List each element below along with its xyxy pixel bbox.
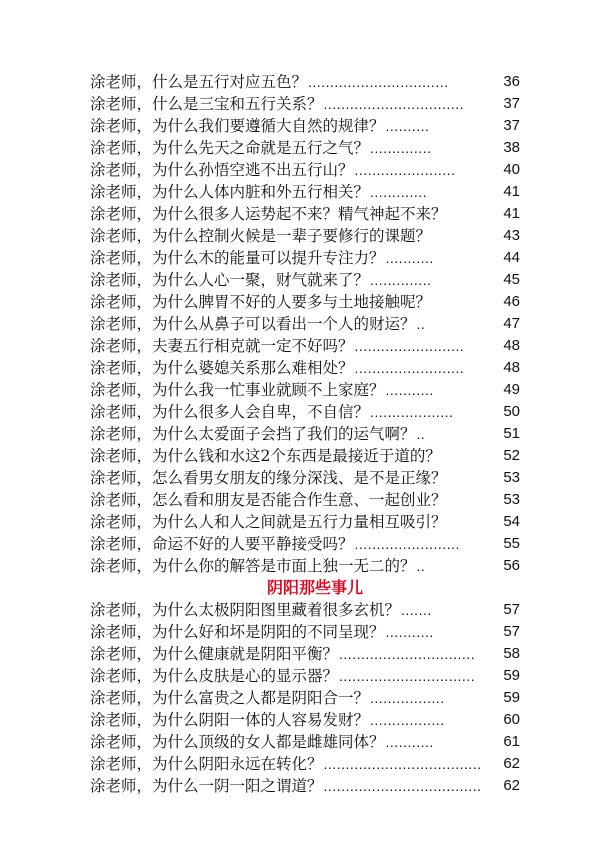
toc-leader-dots: ................................	[308, 74, 449, 90]
toc-page-number: 36	[503, 73, 520, 90]
toc-page-number: 48	[503, 337, 520, 354]
toc-entry	[90, 731, 520, 753]
toc-entry	[90, 137, 520, 159]
toc-entry-title: 涂老师，为什么太爱面子会挡了我们的运气啊？	[90, 425, 416, 443]
toc-entry-title: 涂老师，怎么看和朋友是否能合作生意、一起创业？	[90, 491, 447, 509]
toc-entry	[90, 621, 520, 643]
toc-leader-dots: ..	[416, 558, 426, 574]
toc-leader-dots: ....................................	[323, 778, 482, 794]
toc-entry-title: 涂老师，为什么很多人运势起不来？精气神起不来？	[90, 205, 447, 223]
toc-leader-dots: ................................	[323, 96, 464, 112]
toc-leader-dots: ..	[416, 426, 426, 442]
toc-leader-dots: .................	[370, 690, 445, 706]
toc-entry-title: 涂老师，命运不好的人要平静接受吗？	[90, 535, 354, 553]
toc-leader-dots: ........................	[354, 536, 460, 552]
toc-entry-title: 涂老师，夫妻五行相克就一定不好吗？	[90, 337, 354, 355]
toc-entry-title: 涂老师，为什么先天之命就是五行之气？	[90, 139, 370, 157]
toc-entry	[90, 687, 520, 709]
toc-entry	[90, 533, 520, 555]
toc-entry-title: 涂老师，为什么人和人之间就是五行力量相互吸引？	[90, 513, 447, 531]
toc-leader-dots: ...........	[385, 624, 434, 640]
toc-page-number: 53	[503, 491, 520, 508]
toc-entry	[90, 775, 520, 797]
toc-leader-dots: ...............................	[339, 668, 476, 684]
toc-page-number: 47	[503, 315, 520, 332]
toc-entry	[90, 93, 520, 115]
toc-page-number: 61	[503, 733, 520, 750]
toc-page-number: 43	[503, 227, 520, 244]
toc-entry	[90, 489, 520, 511]
toc-entry	[90, 511, 520, 533]
toc-page-number: 53	[503, 469, 520, 486]
toc-entry-title: 涂老师，为什么人心一聚，财气就来了？	[90, 271, 370, 289]
toc-entry-title: 涂老师，为什么我们要遵循大自然的规律？	[90, 117, 385, 135]
toc-entry-title: 涂老师，为什么你的解答是市面上独一无二的？	[90, 557, 416, 575]
toc-entry-title: 涂老师，为什么阴阳一体的人容易发财？	[90, 711, 370, 729]
toc-page-number: 52	[503, 447, 520, 464]
toc-page-number: 37	[503, 95, 520, 112]
toc-entry-title: 涂老师，为什么好和坏是阴阳的不同呈现？	[90, 623, 385, 641]
toc-entry-title: 涂老师，为什么富贵之人都是阴阳合一？	[90, 689, 370, 707]
toc-entry	[90, 225, 520, 247]
toc-page-number: 58	[503, 645, 520, 662]
toc-entry	[90, 203, 520, 225]
toc-page-number: 57	[503, 601, 520, 618]
toc-leader-dots: ...........	[385, 250, 434, 266]
toc-page-number: 44	[503, 249, 520, 266]
toc-entry-title: 涂老师，为什么健康就是阴阳平衡？	[90, 645, 339, 663]
toc-page-number: 46	[503, 293, 520, 310]
toc-page-number: 48	[503, 359, 520, 376]
toc-entry	[90, 555, 520, 577]
toc-part-1	[90, 71, 520, 577]
toc-entry-title: 涂老师，为什么太极阴阳图里藏着很多玄机？	[90, 601, 401, 619]
toc-entry-title: 涂老师，什么是三宝和五行关系？	[90, 95, 323, 113]
toc-entry	[90, 665, 520, 687]
toc-leader-dots: ..............	[370, 140, 432, 156]
toc-entry	[90, 291, 520, 313]
toc-leader-dots: ...............................	[339, 646, 476, 662]
toc-entry	[90, 643, 520, 665]
toc-page-number: 57	[503, 623, 520, 640]
toc-page-number: 59	[503, 689, 520, 706]
toc-page-number: 62	[503, 755, 520, 772]
toc-entry	[90, 357, 520, 379]
toc-entry	[90, 313, 520, 335]
toc-entry-title: 涂老师，为什么我一忙事业就顾不上家庭？	[90, 381, 385, 399]
toc-page-number: 49	[503, 381, 520, 398]
toc-page-number: 62	[503, 777, 520, 794]
toc-entry	[90, 379, 520, 401]
toc-entry-title: 涂老师，为什么从鼻子可以看出一个人的财运？	[90, 315, 416, 333]
toc-entry-title: 涂老师，为什么人体内脏和外五行相关？	[90, 183, 370, 201]
toc-entry-title: 涂老师，为什么顶级的女人都是雌雄同体？	[90, 733, 385, 751]
toc-leader-dots: ...................	[370, 404, 454, 420]
toc-entry	[90, 247, 520, 269]
toc-entry-title: 涂老师，为什么木的能量可以提升专注力？	[90, 249, 385, 267]
toc-leader-dots: ..........	[385, 118, 430, 134]
toc-page-number: 55	[503, 535, 520, 552]
toc-leader-dots: .......	[401, 602, 432, 618]
toc-entry-title: 涂老师，为什么一阴一阳之谓道？	[90, 777, 323, 795]
toc-leader-dots: .......................	[354, 162, 456, 178]
toc-leader-dots: ..	[416, 316, 426, 332]
section-title: 阴阳那些事儿	[266, 578, 363, 597]
toc-entry	[90, 115, 520, 137]
table-of-contents	[90, 71, 520, 797]
toc-leader-dots: .........................	[354, 360, 465, 376]
toc-page-number: 56	[503, 557, 520, 574]
toc-entry	[90, 335, 520, 357]
toc-page-number: 38	[503, 139, 520, 156]
toc-entry-title: 涂老师，为什么婆媳关系那么难相处？	[90, 359, 354, 377]
toc-entry	[90, 753, 520, 775]
toc-page-number: 51	[503, 425, 520, 442]
toc-entry	[90, 709, 520, 731]
toc-page-number: 40	[503, 161, 520, 178]
toc-entry-title: 涂老师，为什么脾胃不好的人要多与土地接触呢？	[90, 293, 432, 311]
toc-leader-dots: ..............	[370, 272, 432, 288]
toc-entry	[90, 181, 520, 203]
toc-entry	[90, 423, 520, 445]
toc-entry	[90, 159, 520, 181]
toc-entry	[90, 445, 520, 467]
toc-leader-dots: .............	[370, 184, 428, 200]
toc-entry	[90, 401, 520, 423]
toc-entry	[90, 71, 520, 93]
toc-entry	[90, 269, 520, 291]
toc-entry	[90, 599, 520, 621]
toc-page-number: 59	[503, 667, 520, 684]
toc-page-number: 41	[503, 183, 520, 200]
toc-leader-dots: .........................	[354, 338, 465, 354]
toc-leader-dots: ...........	[385, 382, 434, 398]
toc-leader-dots: ....................................	[323, 756, 482, 772]
toc-entry-title: 涂老师，为什么很多人会自卑，不自信？	[90, 403, 370, 421]
toc-page-number: 60	[503, 711, 520, 728]
toc-part-2	[90, 599, 520, 797]
toc-leader-dots: ...........	[385, 734, 434, 750]
toc-entry-title: 涂老师，为什么孙悟空逃不出五行山？	[90, 161, 354, 179]
toc-page-number: 37	[503, 117, 520, 134]
toc-entry-title: 涂老师，为什么阴阳永远在转化？	[90, 755, 323, 773]
toc-page-number: 54	[503, 513, 520, 530]
toc-entry-title: 涂老师，什么是五行对应五色？	[90, 73, 308, 91]
toc-entry	[90, 467, 520, 489]
toc-entry-title: 涂老师，怎么看男女朋友的缘分深浅、是不是正缘？	[90, 469, 447, 487]
toc-page-number: 50	[503, 403, 520, 420]
toc-entry-title: 涂老师，为什么钱和水这2个东西是最接近于道的？	[90, 447, 441, 465]
toc-page-number: 45	[503, 271, 520, 288]
toc-entry-title: 涂老师，为什么皮肤是心的显示器？	[90, 667, 339, 685]
toc-leader-dots: .................	[370, 712, 445, 728]
toc-page-number: 41	[503, 205, 520, 222]
toc-entry-title: 涂老师，为什么控制火候是一辈子要修行的课题？	[90, 227, 432, 245]
